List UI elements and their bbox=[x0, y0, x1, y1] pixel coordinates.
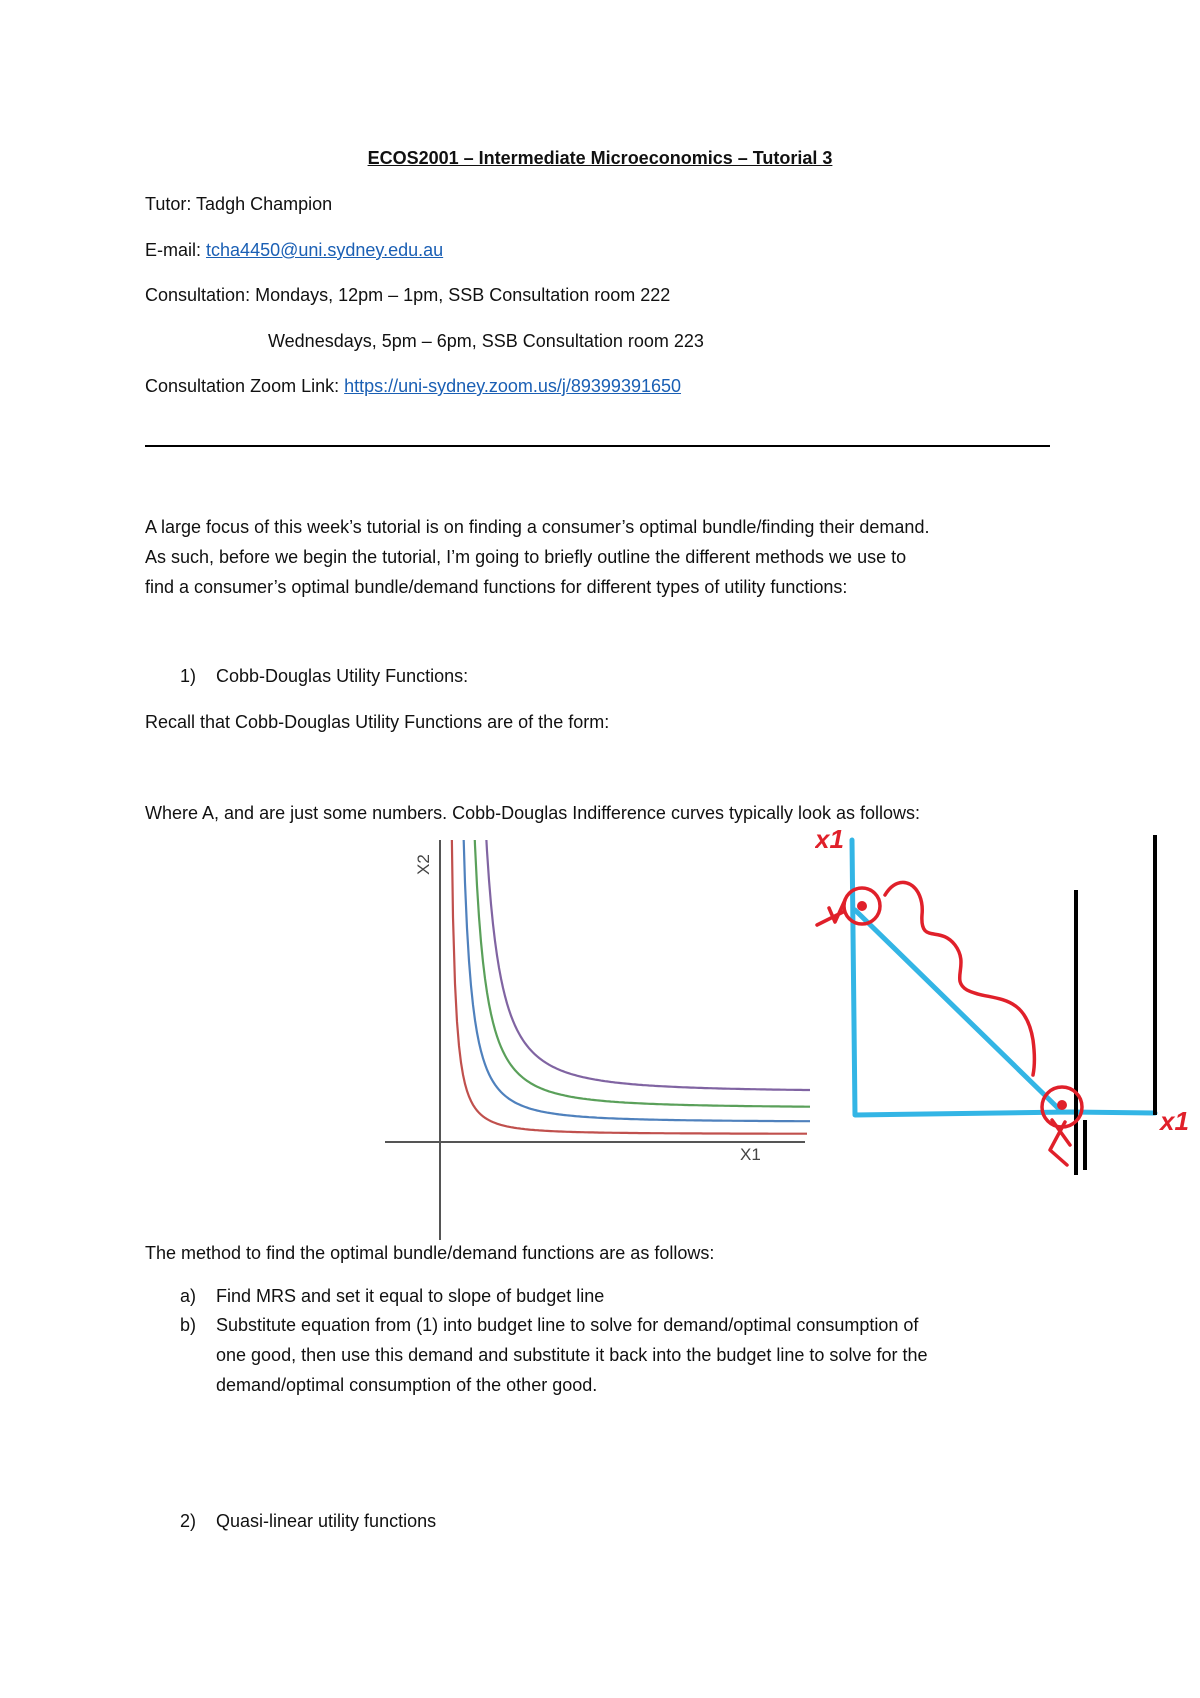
consultation-time-1: Mondays, 12pm – 1pm, SSB Consultation room 222 bbox=[255, 285, 671, 305]
step-b-text-1: Substitute equation from (1) into budget line to solve for demand/optimal consumption of bbox=[216, 1315, 919, 1335]
section-2-number: 2) bbox=[180, 1511, 197, 1531]
indifference-curve-4 bbox=[469, 840, 810, 1090]
zoom-link[interactable]: https://uni-sydney.zoom.us/j/89399391650 bbox=[344, 376, 682, 396]
sketch-y-label: x1 bbox=[815, 830, 844, 854]
step-b-marker: b) bbox=[180, 1315, 197, 1335]
section-1-heading: Cobb-Douglas Utility Functions: bbox=[216, 666, 469, 686]
intro-line-2: As such, before we begin the tutorial, I’m going to briefly outline the different methods we use to bbox=[145, 547, 907, 567]
email-label: E-mail: bbox=[145, 240, 202, 260]
tutor-name: Tadgh Champion bbox=[196, 194, 333, 214]
indifference-curve-graph bbox=[385, 840, 810, 1250]
y-axis-label: X2 bbox=[414, 854, 433, 875]
sketch-dot-top bbox=[857, 901, 867, 911]
x-axis-label: X1 bbox=[740, 1145, 761, 1164]
step-a-marker: a) bbox=[180, 1286, 197, 1306]
sketch-dot-bottom bbox=[1057, 1100, 1067, 1110]
sketch-squiggle bbox=[885, 882, 1035, 1075]
hand-drawn-sketch bbox=[815, 830, 1200, 1190]
horizontal-divider bbox=[145, 445, 1050, 447]
step-a-text: Find MRS and set it equal to slope of budget line bbox=[216, 1286, 605, 1306]
recall-text: Recall that Cobb-Douglas Utility Functions are of the form: bbox=[145, 712, 610, 732]
step-b-text-2: one good, then use this demand and substitute it back into the budget line to solve for the bbox=[216, 1345, 928, 1365]
where-text: Where A, and are just some numbers. Cobb-Douglas Indifference curves typically look as follows: bbox=[145, 803, 921, 823]
consultation-line-1 bbox=[145, 284, 670, 306]
sketch-x-label: x1 bbox=[1160, 1106, 1189, 1136]
page-title: ECOS2001 – Intermediate Microeconomics – Tutorial 3 bbox=[367, 148, 833, 168]
intro-line-1: A large focus of this week’s tutorial is on finding a consumer’s optimal bundle/finding their demand. bbox=[145, 517, 930, 537]
intro-line-3: find a consumer’s optimal bundle/demand functions for different types of utility functions: bbox=[145, 577, 848, 597]
sketch-axes bbox=[852, 840, 1155, 1115]
tutor-label: Tutor: bbox=[145, 194, 192, 214]
section-2-heading: Quasi-linear utility functions bbox=[216, 1511, 437, 1531]
indifference-curve-3 bbox=[463, 840, 810, 1107]
consultation-label: Consultation: bbox=[145, 285, 251, 305]
zoom-label: Consultation Zoom Link: bbox=[145, 376, 340, 396]
email-line bbox=[145, 239, 443, 261]
consultation-time-2: Wednesdays, 5pm – 6pm, SSB Consultation room 223 bbox=[268, 331, 704, 351]
email-link[interactable]: tcha4450@uni.sydney.edu.au bbox=[206, 240, 444, 260]
sketch-budget-line bbox=[855, 910, 1060, 1110]
indifference-curve-2 bbox=[457, 840, 810, 1121]
tutor-line bbox=[145, 193, 332, 215]
step-b-text-3: demand/optimal consumption of the other good. bbox=[216, 1375, 598, 1395]
zoom-line bbox=[145, 375, 681, 397]
sketch-mark-left bbox=[817, 900, 845, 925]
method-intro: The method to find the optimal bundle/demand functions are as follows: bbox=[145, 1243, 715, 1263]
section-1-number: 1) bbox=[180, 666, 197, 686]
